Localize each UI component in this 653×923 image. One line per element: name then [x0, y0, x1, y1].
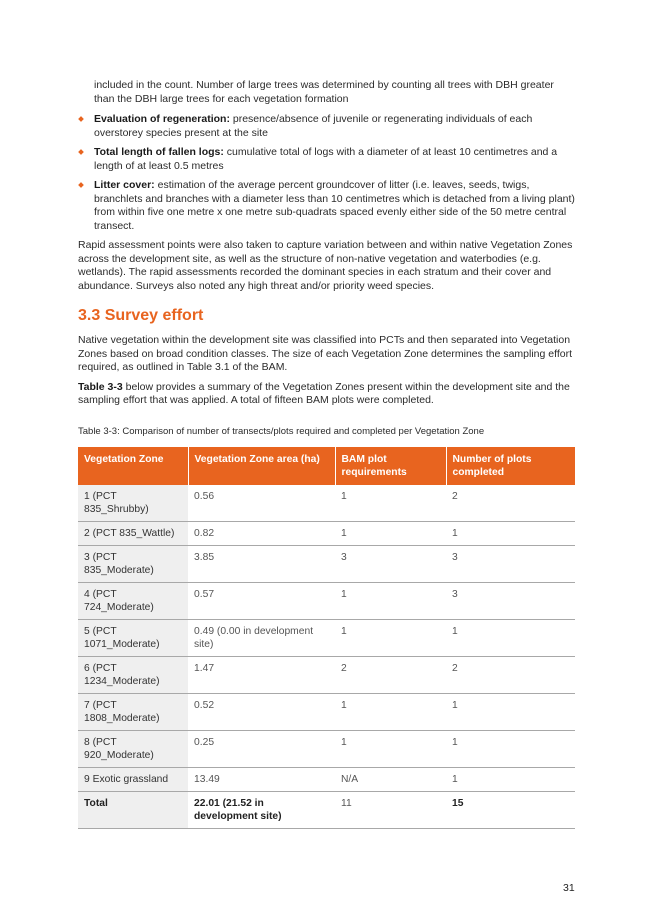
bullet-term: Total length of fallen logs:	[94, 146, 224, 158]
table-cell: 7 (PCT 1808_Moderate)	[78, 694, 188, 731]
table-cell: 3	[446, 546, 575, 583]
table-caption: Table 3-3: Comparison of number of transects/plots required and completed per Vegetation Zone	[78, 425, 485, 437]
table-cell: Total	[78, 792, 188, 829]
table-cell: 2 (PCT 835_Wattle)	[78, 522, 188, 546]
list-item	[78, 146, 575, 173]
table-cell: 13.49	[188, 768, 335, 792]
table-row	[78, 620, 575, 657]
column-header: BAM plot requirements	[335, 447, 446, 485]
table-cell: 1	[335, 583, 446, 620]
table-cell: 1	[335, 522, 446, 546]
table-cell: 15	[446, 792, 575, 829]
table-cell: 1	[335, 485, 446, 522]
table-cell: 3	[446, 583, 575, 620]
table-cell: 1	[335, 620, 446, 657]
table-cell: 1	[446, 731, 575, 768]
table-row	[78, 768, 575, 792]
section-heading: 3.3 Survey effort	[78, 307, 204, 324]
table-cell: 1.47	[188, 657, 335, 694]
table-intro-text: below provides a summary of the Vegetation Zones present within the development site and the sampling effort that was applied. A total of fifteen BAM plots were completed.	[78, 380, 570, 406]
bullet-diamond-icon	[78, 182, 84, 188]
table-cell: 9 Exotic grassland	[78, 768, 188, 792]
table-header-row	[78, 447, 575, 485]
table-cell: 3	[335, 546, 446, 583]
table-cell: 11	[335, 792, 446, 829]
table-row	[78, 657, 575, 694]
bullet-list	[78, 113, 575, 233]
table-cell: 0.57	[188, 583, 335, 620]
table-reference: Table 3-3	[78, 380, 123, 393]
table-cell: 0.49 (0.00 in development site)	[188, 620, 335, 657]
table-cell: 2	[335, 657, 446, 694]
column-header: Vegetation Zone area (ha)	[188, 447, 335, 485]
table-cell: 8 (PCT 920_Moderate)	[78, 731, 188, 768]
bullet-text: presence/absence of juvenile or regenerating individuals of each overstorey species present at the site	[94, 113, 533, 139]
page-number: 31	[563, 882, 575, 894]
table-row	[78, 694, 575, 731]
paragraph-rapid-assessment: Rapid assessment points were also taken to capture variation between and within native Vegetation Zones across the development site, as well as the structure of non-native vegetation and waterbodies (e.g. wetlands). The rapid assessments recorded the dominant species in each stratum and their cover and abundance. Surveys also noted any high threat and/or priority weed species.	[78, 239, 573, 292]
table-cell: 0.82	[188, 522, 335, 546]
table-cell: 2	[446, 657, 575, 694]
table-cell: 4 (PCT 724_Moderate)	[78, 583, 188, 620]
table-cell: 3 (PCT 835_Moderate)	[78, 546, 188, 583]
table-cell: 0.52	[188, 694, 335, 731]
bullet-term: Litter cover:	[94, 179, 155, 191]
table-cell: 0.56	[188, 485, 335, 522]
table-cell: 1	[446, 768, 575, 792]
table-cell: 1	[446, 694, 575, 731]
table-row	[78, 522, 575, 546]
table-cell: N/A	[335, 768, 446, 792]
bullet-text: estimation of the average percent groundcover of litter (i.e. leaves, seeds, twigs, branchlets and branches with a diameter less than 10 centimetres which is detached from a living plant) from within five one metre x one metre sub-quadrats spaced evenly either side of the 50 metre central transect.	[94, 179, 575, 232]
table-cell: 22.01 (21.52 in development site)	[188, 792, 335, 829]
table-row	[78, 731, 575, 768]
page-body	[78, 79, 575, 829]
table-cell: 1 (PCT 835_Shrubby)	[78, 485, 188, 522]
bullet-term: Evaluation of regeneration:	[94, 113, 230, 125]
list-item	[78, 113, 575, 140]
table-cell: 0.25	[188, 731, 335, 768]
table-row	[78, 485, 575, 522]
table-cell: 2	[446, 485, 575, 522]
table-row	[78, 583, 575, 620]
paragraph-table-intro	[78, 381, 575, 408]
vegetation-zone-table	[78, 447, 575, 829]
table-total-row	[78, 792, 575, 829]
bullet-diamond-icon	[78, 116, 84, 122]
table-cell: 1	[335, 694, 446, 731]
table-cell: 6 (PCT 1234_Moderate)	[78, 657, 188, 694]
table-cell: 1	[446, 522, 575, 546]
table-cell: 5 (PCT 1071_Moderate)	[78, 620, 188, 657]
bullet-diamond-icon	[78, 149, 84, 155]
table-cell: 1	[446, 620, 575, 657]
paragraph-native-vegetation: Native vegetation within the development site was classified into PCTs and then separated into Vegetation Zones based on broad condition classes. The size of each Vegetation Zone determines the sampling effort required, as outlined in Table 3.1 of the BAM.	[78, 334, 573, 373]
bullet-text: cumulative total of logs with a diameter of at least 10 centimetres and a length of at least 0.5 metres	[94, 146, 558, 172]
list-item	[78, 179, 575, 233]
table-row	[78, 546, 575, 583]
column-header: Vegetation Zone	[78, 447, 188, 485]
table-cell: 3.85	[188, 546, 335, 583]
continuation-text: included in the count. Number of large trees was determined by counting all trees with DBH greater than the DBH large trees for each vegetation formation	[94, 79, 554, 105]
table-cell: 1	[335, 731, 446, 768]
column-header: Number of plots completed	[446, 447, 575, 485]
